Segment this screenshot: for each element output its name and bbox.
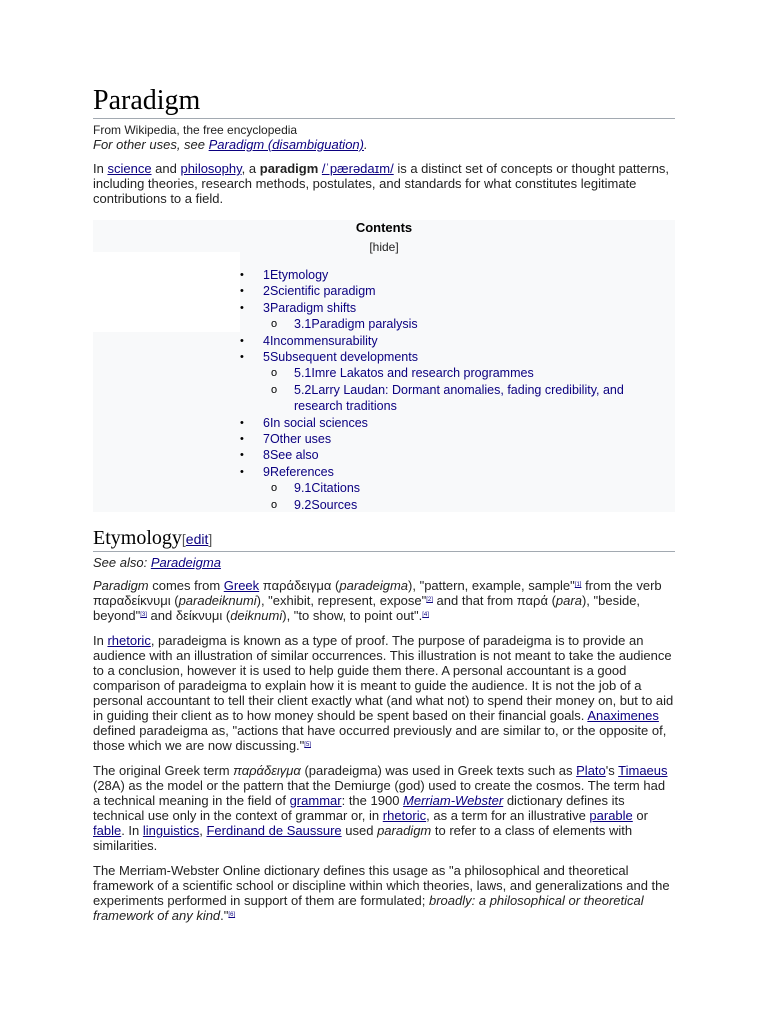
toc-label: Citations [311,481,361,496]
merriam-webster-link[interactable]: Merriam-Webster [403,793,504,808]
greek-link[interactable]: Greek [223,578,260,593]
toc-item-scientific-paradigm[interactable] [240,283,644,299]
edit-bracket-open: [ [181,531,186,547]
toc-label: Imre Lakatos and research programmes [311,366,534,381]
rhetoric-link[interactable]: rhetoric [107,633,151,648]
toc-number: 6 [263,415,270,430]
toc-list [240,267,644,513]
text: In [93,633,108,648]
edit-section-link[interactable]: edit [185,531,209,547]
toc-label: References [269,464,334,479]
edit-bracket-close: ] [208,531,213,547]
etymology-paragraph-2 [93,633,675,753]
toc-number: 8 [263,448,270,463]
toc-item-larry-laudan[interactable] [240,382,644,415]
text: , a [241,161,260,176]
toc-hide-toggle[interactable]: [hide] [369,240,399,254]
etymology-paragraph-4 [93,863,675,923]
disambiguation-link[interactable]: Paradigm (disambiguation) [208,137,364,152]
section-title: Etymology [93,527,182,549]
toc-spacer [93,252,240,332]
toc-number: 3.1 [294,317,312,332]
toc-number: 5.2 [294,382,312,397]
text: The original Greek term [93,763,234,778]
toc-number: 7 [263,432,270,447]
hatnote [93,137,675,152]
toc-label: Etymology [269,268,329,282]
text: or [632,808,648,823]
toc-label: Sources [311,497,358,512]
text: and δείκνυμι ( [146,608,231,623]
toc-item-citations[interactable] [240,480,644,496]
text: and [151,161,181,176]
intro-paragraph [93,161,675,206]
citation-link[interactable]: [2] [426,597,433,603]
toc-item-sources[interactable] [240,497,644,513]
text: , as a term for an illustrative [426,808,590,823]
italic-term: broadly: a philosophical or theoretical framework of any kind [93,893,644,923]
see-also-note [93,555,675,570]
text: , [199,823,207,838]
toc-label: Incommensurability [269,333,378,348]
toc-label: Other uses [269,432,332,447]
text: . In [121,823,143,838]
italic-term: Paradigm [93,578,149,593]
toc-item-etymology[interactable] [240,267,644,283]
toc-number: 5.1 [294,366,312,381]
citation-link[interactable]: [3] [140,612,147,618]
plato-link[interactable]: Plato [576,763,606,778]
grammar-link[interactable]: grammar [289,793,342,808]
paradeigma-link[interactable]: Paradeigma [150,555,221,570]
toc-number: 5 [263,350,270,365]
linguistics-link[interactable]: linguistics [142,823,200,838]
toc-label: In social sciences [269,415,368,430]
italic-term: paradigm [377,823,432,838]
rhetoric-link[interactable]: rhetoric [382,808,427,823]
italic-term: paradeigma [339,578,409,593]
text: ." [220,908,229,923]
toc-label: See also [269,448,319,463]
etymology-paragraph-1 [93,578,675,623]
toc-number: 9 [263,464,270,479]
section-heading-etymology [93,526,675,552]
fable-link[interactable]: fable [93,823,122,838]
toc-number: 9.1 [294,481,312,496]
toc-title: Contents [355,220,413,235]
see-also-prefix: See also: [93,555,151,570]
toc-item-see-also[interactable] [240,447,644,463]
etymology-paragraph-3 [93,763,675,853]
bold-term: paradigm [259,161,319,176]
toc-number: 1 [263,268,270,282]
text: from the verb παραδείκνυμι ( [93,578,662,608]
italic-term: παράδειγμα [233,763,301,778]
toc-item-subsequent-developments[interactable] [240,349,644,365]
text: used [341,823,378,838]
text: (paradeigma) was used in Greek texts such as [300,763,577,778]
citation-link[interactable]: [6] [228,912,236,918]
toc-item-incommensurability[interactable] [240,333,644,349]
italic-term: paradeiknumi [178,593,257,608]
toc-label: Paradigm paralysis [311,317,418,332]
page-title: Paradigm [93,84,675,119]
timaeus-link[interactable]: Timaeus [618,763,668,778]
toc-item-imre-lakatos[interactable] [240,365,644,381]
text: In [93,161,108,176]
toc-item-paradigm-shifts[interactable] [240,300,644,316]
table-of-contents [93,220,675,512]
toc-number: 2 [263,284,270,299]
article-content [93,84,675,923]
toc-number: 9.2 [294,497,312,512]
anaximenes-link[interactable]: Anaximenes [587,708,659,723]
text: is a distinct set of concepts or thought patterns, including theories, research methods, postulates, and standards for what constitutes legitimate contributions to a field. [93,161,670,206]
text: : the 1900 [341,793,404,808]
text: defined paradeigma as, "actions that have occurred previously and are similar to, or the opposite of, those which we are now discussing." [93,723,667,753]
toc-number: 3 [263,300,270,315]
text: , paradeigma is known as a type of proof. The purpose of paradeigma is to provide an audience with an illustration of similar occurrences. This illustration is not meant to take the audience to a conclusion, however it is used to help guide them there. A personal accountant is a good comparison of paradeigma to explain how it is meant to guide the audience. It is not the job of a personal accountant to tell their client exactly what (and what not) to spend their money on, but to aid in guiding their client as to how money should be spent based on their financial goals. [93,633,674,723]
text: ), "pattern, example, sample" [408,578,575,593]
text: ), "exhibit, represent, expose" [256,593,427,608]
italic-term: para [555,593,582,608]
hatnote-suffix: . [363,137,368,152]
text: 's [605,763,619,778]
text: ), "to show, to point out". [282,608,423,623]
citation-link[interactable]: [4] [422,612,429,618]
toc-item-social-sciences[interactable] [240,415,644,431]
citation-link[interactable]: [5] [304,742,311,748]
toc-label: Paradigm shifts [269,300,357,315]
text: comes from [148,578,224,593]
text: and that from παρά ( [432,593,556,608]
toc-label: Subsequent developments [269,350,418,365]
parable-link[interactable]: parable [589,808,633,823]
toc-item-other-uses[interactable] [240,431,644,447]
toc-label: Larry Laudan: Dormant anomalies, fading credibility, and research traditions [294,382,624,414]
citation-link[interactable]: [1] [574,582,582,588]
philosophy-link[interactable]: philosophy [180,161,242,176]
science-link[interactable]: science [107,161,152,176]
toc-item-paradigm-paralysis[interactable] [240,316,644,332]
site-tagline: From Wikipedia, the free encyclopedia [93,123,298,137]
text: dictionary defines its technical use only in the context of grammar or, in [93,793,625,823]
hatnote-text: For other uses, see [93,137,209,152]
text: ), "beside, beyond" [93,593,641,623]
toc-label: Scientific paradigm [269,284,376,299]
italic-term: deiknumi [230,608,283,623]
pronunciation-link[interactable]: /ˈpærədaɪm/ [321,161,394,176]
text: to refer to a class of elements with similarities. [93,823,633,853]
toc-number: 4 [263,333,270,348]
toc-item-references[interactable] [240,464,644,480]
saussure-link[interactable]: Ferdinand de Saussure [206,823,342,838]
text: παράδειγμα ( [259,578,340,593]
text: (28A) as the model or the pattern that the Demiurge (god) used to create the cosmos. The term had a technical meaning in the field of [93,778,666,808]
text: The Merriam-Webster Online dictionary defines this usage as "a philosophical and theoretical framework of a scientific school or discipline within which theories, laws, and generalizations and the experiments performed in support of them are formulated; [93,863,670,908]
